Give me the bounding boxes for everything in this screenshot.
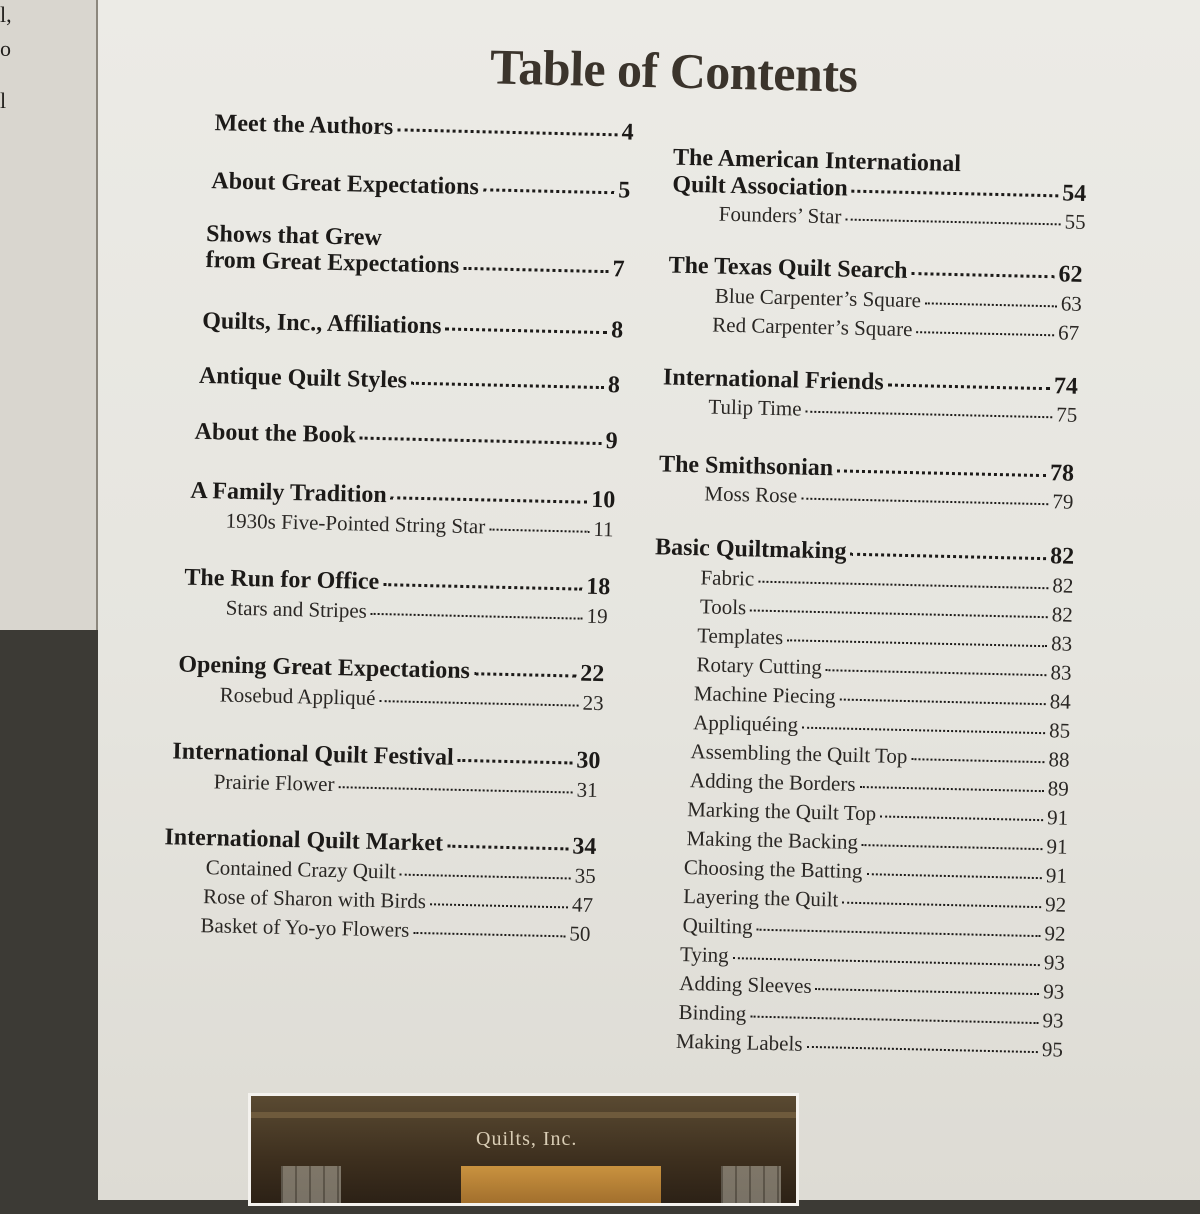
facing-page-text: l bbox=[0, 88, 7, 113]
toc-subentry[interactable] bbox=[696, 652, 1071, 686]
facing-page-edge bbox=[0, 0, 98, 630]
toc-subentry[interactable] bbox=[684, 855, 1067, 889]
toc-subentry[interactable] bbox=[690, 739, 1069, 773]
toc-chapter-entry[interactable] bbox=[214, 110, 634, 146]
toc-entry-label: A Family Tradition bbox=[190, 477, 388, 509]
window-pane bbox=[721, 1166, 781, 1206]
dot-leader bbox=[750, 609, 1048, 618]
dot-leader bbox=[379, 700, 578, 707]
dot-leader bbox=[845, 219, 1060, 226]
dot-leader bbox=[447, 845, 568, 851]
toc-entry-label: About Great Expectations bbox=[211, 168, 480, 201]
toc-subentry[interactable] bbox=[694, 681, 1071, 715]
toc-page-number: 78 bbox=[1049, 460, 1075, 487]
toc-page-number: 91 bbox=[1046, 834, 1068, 859]
toc-page-number: 84 bbox=[1049, 689, 1072, 714]
toc-entry-label: International Quilt Festival bbox=[172, 738, 455, 771]
toc-entry-label: Layering the Quilt bbox=[683, 884, 839, 912]
dot-leader bbox=[474, 672, 576, 677]
toc-subentry[interactable] bbox=[715, 284, 1082, 317]
toc-subentry[interactable] bbox=[200, 913, 590, 947]
dot-leader bbox=[430, 903, 568, 908]
toc-chapter-entry[interactable] bbox=[211, 168, 631, 204]
dot-leader bbox=[925, 302, 1057, 307]
toc-subentry[interactable] bbox=[213, 769, 597, 803]
toc-page-number: 11 bbox=[593, 516, 614, 542]
toc-entry-label: Red Carpenter’s Square bbox=[712, 312, 913, 342]
toc-page-number: 5 bbox=[618, 177, 631, 204]
toc-subentry[interactable] bbox=[712, 313, 1079, 346]
toc-page-number: 50 bbox=[569, 921, 591, 946]
toc-page-number: 85 bbox=[1048, 718, 1071, 743]
dot-leader bbox=[413, 932, 565, 937]
toc-page-number: 67 bbox=[1057, 320, 1080, 345]
dot-leader bbox=[916, 331, 1054, 336]
toc-entry-label: Making Labels bbox=[675, 1028, 803, 1056]
toc-entry-label: Templates bbox=[696, 623, 784, 650]
toc-subentry[interactable] bbox=[700, 565, 1073, 598]
dot-leader bbox=[463, 267, 608, 273]
toc-page-number: 55 bbox=[1064, 209, 1086, 234]
toc-page-number: 10 bbox=[590, 486, 616, 514]
toc-subentry[interactable] bbox=[678, 1000, 1063, 1034]
toc-subentry[interactable] bbox=[683, 884, 1066, 918]
lit-doorway bbox=[461, 1166, 661, 1206]
toc-page-number: 93 bbox=[1042, 1008, 1064, 1033]
storefront-photo bbox=[248, 1093, 799, 1206]
dot-leader bbox=[840, 699, 1046, 706]
toc-subentry[interactable] bbox=[206, 855, 596, 889]
toc-page-number: 83 bbox=[1050, 660, 1072, 685]
dot-leader bbox=[911, 758, 1044, 763]
toc-entry-heading-line: Shows that Grew bbox=[205, 221, 383, 251]
toc-page-number: 18 bbox=[586, 573, 611, 601]
toc-entry-label: Meet the Authors bbox=[214, 110, 394, 141]
toc-chapter-entry[interactable] bbox=[205, 247, 625, 283]
dot-leader bbox=[842, 902, 1041, 909]
dot-leader bbox=[383, 583, 582, 591]
toc-page-number: 8 bbox=[607, 372, 621, 399]
toc-entry-label: Moss Rose bbox=[704, 481, 798, 508]
toc-page-number: 23 bbox=[582, 690, 604, 716]
toc-subentry[interactable] bbox=[676, 1029, 1063, 1063]
toc-page-number: 83 bbox=[1050, 631, 1073, 656]
toc-page-number: 19 bbox=[586, 603, 608, 629]
toc-chapter-entry[interactable] bbox=[194, 419, 618, 456]
toc-entry-label: Opening Great Expectations bbox=[178, 651, 471, 685]
dot-leader bbox=[859, 786, 1043, 792]
toc-entry-label: Tying bbox=[679, 941, 729, 968]
facing-page-text: o bbox=[0, 36, 11, 61]
toc-entry-label: Machine Piecing bbox=[693, 681, 836, 709]
toc-entry-label: The Run for Office bbox=[184, 564, 380, 596]
toc-page-number: 92 bbox=[1044, 921, 1066, 946]
toc-page-number: 79 bbox=[1052, 489, 1074, 514]
toc-subentry[interactable] bbox=[690, 768, 1069, 802]
toc-subentry[interactable] bbox=[219, 682, 603, 716]
toc-page-number: 47 bbox=[571, 892, 594, 917]
toc-entry-label: About the Book bbox=[194, 418, 357, 449]
toc-content bbox=[85, 0, 1200, 1214]
toc-page-number: 89 bbox=[1047, 776, 1070, 801]
toc-page-number: 35 bbox=[574, 863, 597, 889]
photo-beam bbox=[251, 1112, 796, 1118]
toc-entry-label: Tools bbox=[699, 594, 747, 620]
toc-page-number: 82 bbox=[1051, 602, 1074, 627]
dot-leader bbox=[888, 384, 1050, 391]
dot-leader bbox=[411, 382, 604, 389]
dot-leader bbox=[489, 529, 589, 533]
toc-page-number: 74 bbox=[1053, 373, 1079, 400]
dot-leader bbox=[837, 469, 1046, 477]
toc-page-number: 31 bbox=[576, 777, 598, 803]
dot-leader bbox=[733, 957, 1040, 966]
toc-entry-label: The Texas Quilt Search bbox=[668, 252, 908, 284]
toc-page-number: 82 bbox=[1049, 543, 1075, 570]
toc-page-number: 92 bbox=[1044, 892, 1067, 917]
dot-leader bbox=[483, 188, 614, 194]
toc-entry-label: Assembling the Quilt Top bbox=[690, 739, 908, 769]
toc-subentry[interactable] bbox=[687, 797, 1068, 831]
toc-entry-label: The Smithsonian bbox=[658, 451, 834, 482]
toc-entry-label: Stars and Stripes bbox=[225, 595, 368, 623]
toc-page-number: 82 bbox=[1052, 573, 1074, 598]
toc-subentry[interactable] bbox=[679, 971, 1064, 1005]
toc-entry-label: Marking the Quilt Top bbox=[687, 797, 877, 826]
toc-entry-label: Adding the Borders bbox=[689, 768, 856, 796]
toc-entry-label: Founders’ Star bbox=[718, 201, 842, 229]
toc-chapter-entry[interactable] bbox=[199, 363, 621, 400]
toc-subentry[interactable] bbox=[697, 623, 1072, 657]
toc-entry-label: 1930s Five-Pointed String Star bbox=[225, 508, 486, 539]
toc-page-number: 88 bbox=[1048, 747, 1070, 772]
toc-entry-label: Adding Sleeves bbox=[679, 970, 812, 998]
toc-subentry[interactable] bbox=[680, 942, 1065, 976]
dot-leader bbox=[911, 272, 1054, 278]
toc-page-number: 30 bbox=[576, 747, 601, 775]
toc-page-number: 54 bbox=[1062, 180, 1087, 207]
dot-leader bbox=[806, 411, 1053, 419]
toc-entry-label: Antique Quilt Styles bbox=[198, 362, 408, 394]
toc-entry-label: Making the Backing bbox=[686, 826, 859, 854]
dot-leader bbox=[850, 553, 1046, 560]
toc-entry-label: Choosing the Batting bbox=[683, 855, 863, 884]
toc-subentry[interactable] bbox=[700, 594, 1073, 627]
toc-subentry[interactable] bbox=[225, 596, 607, 630]
toc-entry-label: International Friends bbox=[662, 364, 884, 396]
dot-leader bbox=[816, 988, 1040, 995]
toc-page-number: 91 bbox=[1045, 863, 1068, 888]
toc-entry-label: Quilts, Inc., Affiliations bbox=[201, 307, 442, 340]
toc-page-number: 93 bbox=[1042, 979, 1065, 1004]
toc-page-number: 9 bbox=[605, 428, 618, 455]
dot-leader bbox=[445, 327, 607, 334]
toc-subentry[interactable] bbox=[686, 826, 1067, 860]
toc-page-number: 34 bbox=[572, 833, 597, 861]
dot-leader bbox=[866, 873, 1042, 879]
dot-leader bbox=[862, 844, 1043, 850]
dot-leader bbox=[338, 786, 572, 793]
toc-page-number: 4 bbox=[621, 119, 634, 146]
toc-entry-label: Binding bbox=[678, 999, 747, 1026]
toc-entry-label: Blue Carpenter’s Square bbox=[714, 283, 922, 313]
window-pane bbox=[281, 1166, 341, 1206]
toc-chapter-entry[interactable] bbox=[202, 308, 624, 345]
toc-entry-label: International Quilt Market bbox=[164, 824, 444, 857]
toc-page-number: 62 bbox=[1058, 261, 1083, 288]
dot-leader bbox=[826, 669, 1047, 676]
toc-entry-label: Quilt Association bbox=[672, 171, 849, 202]
dot-leader bbox=[391, 496, 588, 503]
toc-entry-label: Basket of Yo-yo Flowers bbox=[200, 913, 410, 942]
toc-entry-label: Quilting bbox=[682, 913, 753, 939]
toc-entry-label: Rosebud Appliqué bbox=[219, 682, 376, 710]
toc-page-number: 95 bbox=[1041, 1037, 1064, 1062]
dot-leader bbox=[397, 128, 617, 136]
dot-leader bbox=[801, 498, 1048, 506]
toc-page-number: 63 bbox=[1060, 291, 1083, 316]
dot-leader bbox=[880, 815, 1043, 821]
toc-subentry[interactable] bbox=[682, 913, 1065, 947]
dot-leader bbox=[360, 437, 602, 445]
toc-page-number: 75 bbox=[1056, 402, 1078, 427]
toc-entry-label: Fabric bbox=[700, 565, 755, 591]
toc-page-number: 22 bbox=[580, 660, 605, 688]
dot-leader bbox=[758, 581, 1048, 590]
toc-entry-label: Basic Quiltmaking bbox=[654, 534, 847, 565]
toc-subentry[interactable] bbox=[693, 710, 1070, 744]
dot-leader bbox=[806, 1046, 1037, 1053]
toc-subentry[interactable] bbox=[203, 884, 593, 918]
book-page bbox=[98, 0, 1200, 1200]
toc-page-number: 91 bbox=[1046, 805, 1069, 830]
dot-leader bbox=[371, 613, 583, 620]
storefront-sign: Quilts, Inc. bbox=[476, 1128, 578, 1150]
dot-leader bbox=[750, 1016, 1038, 1025]
dot-leader bbox=[458, 759, 573, 765]
toc-subentry[interactable] bbox=[225, 509, 613, 543]
dot-leader bbox=[787, 639, 1047, 647]
page-title: Table of Contents bbox=[489, 38, 859, 103]
facing-page-text: l, bbox=[0, 2, 12, 27]
dot-leader bbox=[852, 190, 1059, 198]
toc-entry-heading-line: The American International bbox=[672, 144, 962, 178]
dot-leader bbox=[802, 727, 1045, 735]
toc-entry-label: Contained Crazy Quilt bbox=[205, 855, 397, 884]
toc-entry-label: Prairie Flower bbox=[213, 769, 335, 797]
toc-page-number: 93 bbox=[1043, 950, 1066, 975]
toc-entry-label: Rotary Cutting bbox=[696, 652, 823, 680]
toc-page-number: 7 bbox=[612, 256, 625, 283]
toc-entry-label: from Great Expectations bbox=[205, 247, 460, 279]
toc-entry-label: Rose of Sharon with Birds bbox=[202, 884, 427, 914]
toc-entry-label: Appliquéing bbox=[692, 710, 799, 737]
dot-leader bbox=[400, 874, 571, 880]
dot-leader bbox=[757, 929, 1041, 937]
toc-page-number: 8 bbox=[610, 317, 624, 344]
toc-entry-label: Tulip Time bbox=[708, 394, 802, 421]
